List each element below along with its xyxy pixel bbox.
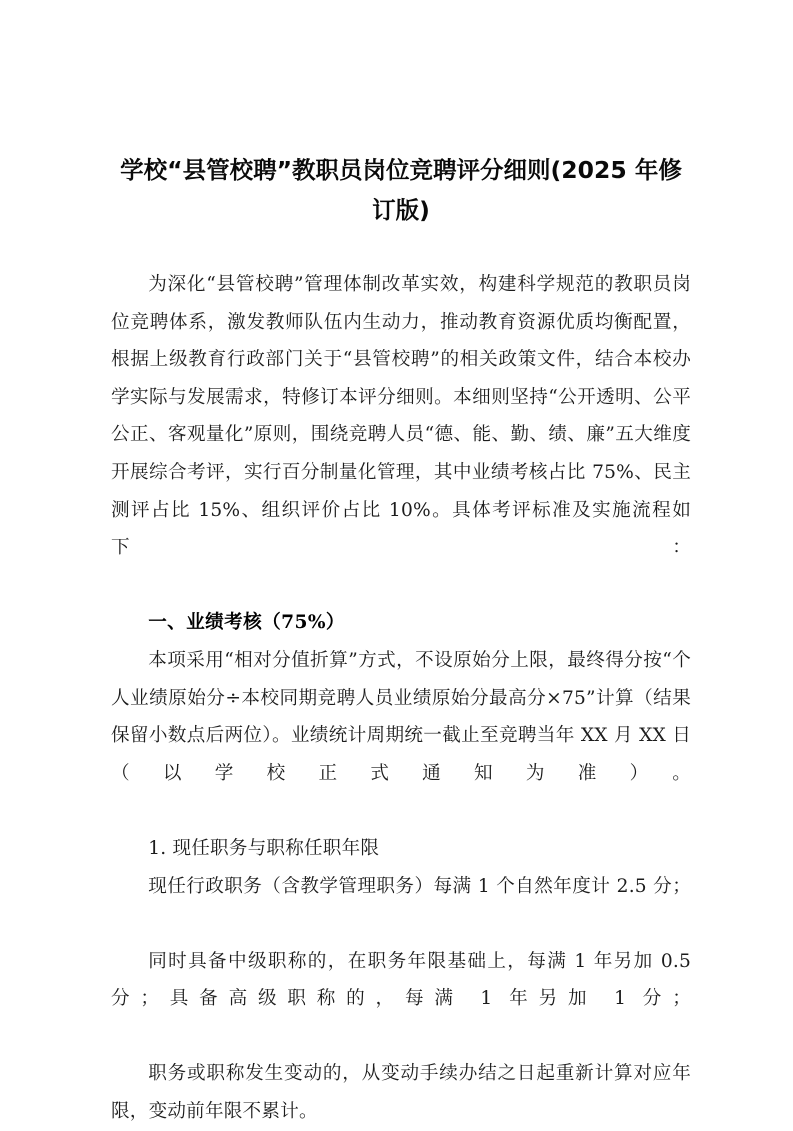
- subsection-heading-tenure: 1. 现任职务与职称任职年限: [148, 837, 380, 859]
- paragraph-item-1-change-rule: 职务或职称发生变动的，从变动手续办结之日起重新计算对应年限，变动前年限不累计。: [111, 1063, 691, 1123]
- section-heading-performance-assessment: 一、业绩考核（75%）: [148, 612, 345, 634]
- paragraph-section-1-intro: 本项采用“相对分值折算”方式，不设原始分上限，最终得分按“个人业绩原始分÷本校同期竞聘人员业绩原始分最高分×75”计算（结果保留小数点后两位）。业绩统计周期统一截止至竞聘当年 XX 月 XX 日（以学校正式通知为准）。: [111, 649, 691, 784]
- title-block: [111, 150, 691, 230]
- document-content: [111, 150, 691, 1131]
- paragraph-intro: 为深化“县管校聘”管理体制改革实效，构建科学规范的教职员岗位竞聘体系，激发教师队伍内生动力，推动教育资源优质均衡配置，根据上级教育行政部门关于“县管校聘”的相关政策文件，结合本校办学实际与发展需求，特修订本评分细则。本细则坚持“公开透明、公平公正、客观量化”原则，围绕竞聘人员“德、能、勤、绩、廉”五大维度开展综合考评，实行百分制量化管理，其中业绩考核占比 75%、民主测评占比 15%、组织评价占比 10%。具体考评标准及实施流程如下：: [111, 274, 691, 559]
- page-title: 学校“县管校聘”教职员岗位竞聘评分细则(2025 年修订版): [120, 156, 682, 224]
- paragraph-item-1-administrative-post: 现任行政职务（含教学管理职务）每满 1 个自然年度计 2.5 分；: [148, 875, 691, 897]
- paragraph-item-1-title-bonus: 同时具备中级职称的，在职务年限基础上，每满 1 年另加 0.5 分；具备高级职称的，每满 1 年另加 1 分；: [111, 950, 691, 1010]
